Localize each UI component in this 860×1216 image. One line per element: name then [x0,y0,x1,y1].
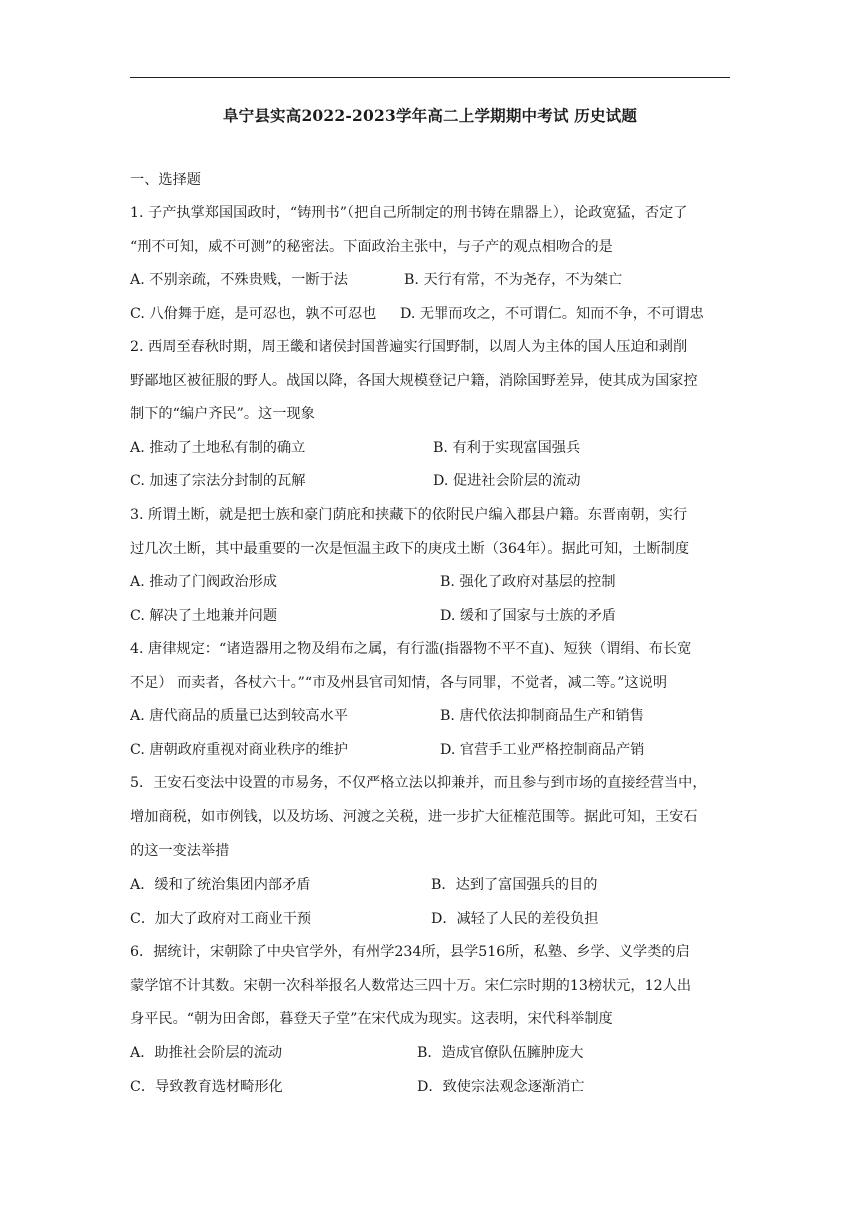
question-text-line: 身平民。“朝为田舍郎，暮登天子堂”在宋代成为现实。这表明，宋代科举制度 [130,1011,613,1027]
option-a: A. 推动了门阀政治形成 [130,574,277,590]
option-d: D. 无罪而攻之，不可谓仁。知而不争，不可谓忠 [400,306,704,322]
page-title: 阜宁县实高2022-2023学年高二上学期期中考试 历史试题 [222,106,638,125]
option-b: B. 强化了政府对基层的控制 [440,574,616,590]
option-a: A. 不别亲疏，不殊贵贱，一断于法 [130,272,348,288]
question-text-line: 蒙学馆不计其数。宋朝一次科举报名人数常达三四十万。宋仁宗时期的13榜状元，12人出 [130,978,692,994]
option-a: A．缓和了统治集团内部矛盾 [130,877,311,893]
header-rule [130,77,730,78]
question-text-line: 不足） 而卖者，各杖六十。”“市及州县官司知情，各与同罪，不觉者，减二等。”这说明 [130,675,668,691]
option-b: B. 唐代依法抑制商品生产和销售 [440,708,644,724]
option-b: B．达到了富国强兵的目的 [431,877,598,893]
option-c: C. 解决了土地兼并问题 [130,608,278,624]
question-text-line: 4. 唐律规定：“诸造器用之物及绢布之属，有行滥(指器物不平不直)、短狭（谓绢、布长宽 [130,641,692,657]
question-text-line: “刑不可知，威不可测”的秘密法。下面政治主张中，与子产的观点相吻合的是 [130,239,613,255]
option-a: A. 唐代商品的质量已达到较高水平 [130,708,348,724]
question-text-line: 过几次土断，其中最重要的一次是恒温主政下的庚戌土断（364年）。据此可知，土断制度 [130,541,690,557]
question-text-line: 制下的“编户齐民”。这一现象 [130,406,315,422]
question-text-line: 6．据统计，宋朝除了中央官学外，有州学234所，县学516所，私塾、乡学、义学类的启 [130,944,690,960]
option-c: C．导致教育选材畸形化 [130,1079,283,1095]
question-text-line: 5．王安石变法中设置的市易务，不仅严格立法以抑兼并，而且参与到市场的直接经营当中， [130,775,707,791]
question-text-line: 1. 子产执掌郑国国政时，“铸刑书”（把自己所制定的刑书铸在鼎器上），论政宽猛，否定了 [130,205,688,221]
question-text-line: 野鄙地区被征服的野人。战国以降，各国大规模登记户籍，消除国野差异，使其成为国家控 [130,373,698,389]
option-b: B. 有利于实现富国强兵 [433,440,581,456]
section-heading: 一、选择题 [130,172,201,188]
option-b: B．造成官僚队伍臃肿庞大 [417,1045,584,1061]
question-text-line: 增加商税，如市例钱，以及坊场、河渡之关税，进一步扩大征榷范围等。据此可知，王安石 [130,809,698,825]
option-a: A. 推动了土地私有制的确立 [130,440,306,456]
question-text-line: 的这一变法举措 [130,843,230,859]
option-d: D. 缓和了国家与士族的矛盾 [440,608,616,624]
question-text-line: 3. 所谓土断，就是把士族和豪门荫庇和挟藏下的依附民户编入郡县户籍。东晋南朝，实行 [130,507,688,523]
option-c: C. 八佾舞于庭，是可忍也，孰不可忍也 [130,306,377,322]
option-c: C. 加速了宗法分封制的瓦解 [130,473,306,489]
option-b: B. 天行有常，不为尧存，不为桀亡 [404,272,623,288]
question-text-line: 2. 西周至春秋时期，周王畿和诸侯封国普遍实行国野制，以周人为主体的国人压迫和剥削 [130,339,688,355]
option-d: D. 官营手工业严格控制商品产销 [440,742,645,758]
option-a: A．助推社会阶层的流动 [130,1045,283,1061]
option-d: D．减轻了人民的差役负担 [431,911,599,927]
option-c: C. 唐朝政府重视对商业秩序的维护 [130,742,348,758]
option-d: D．致使宗法观念逐渐消亡 [417,1079,585,1095]
option-d: D. 促进社会阶层的流动 [433,473,581,489]
option-c: C．加大了政府对工商业干预 [130,911,312,927]
